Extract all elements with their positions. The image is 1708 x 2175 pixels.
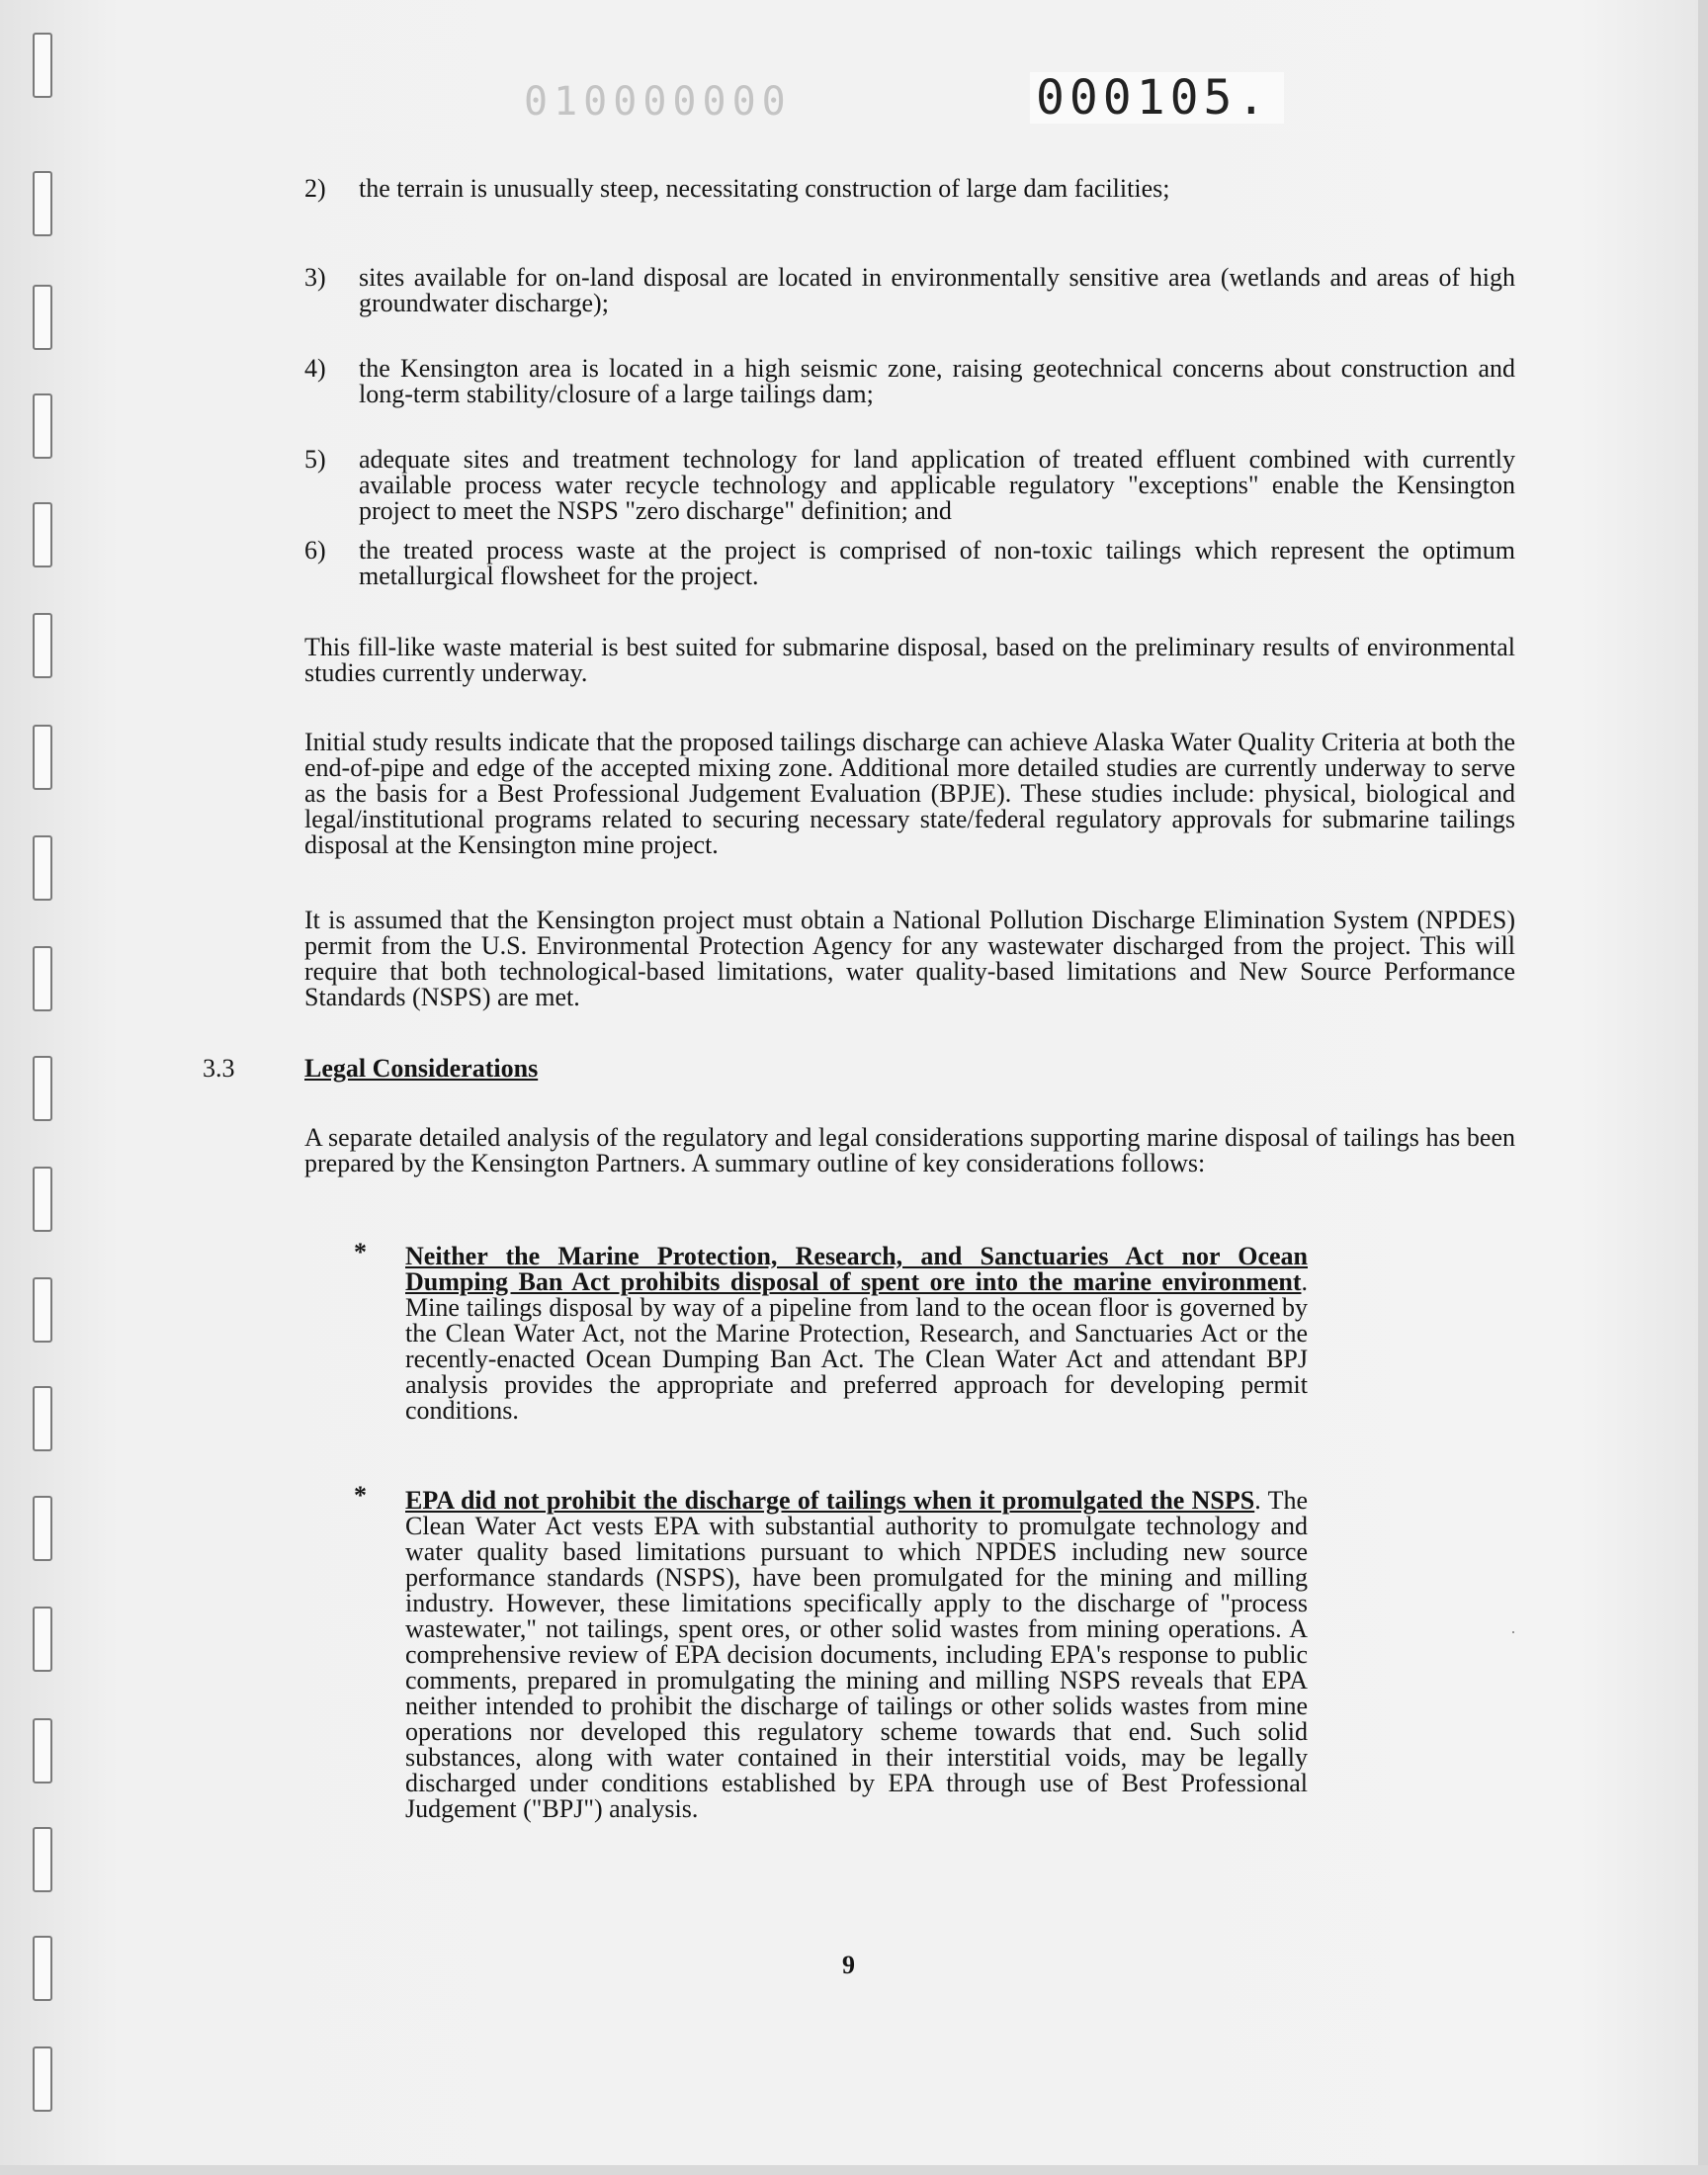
document-stamp-faint: 010000000 bbox=[524, 79, 792, 125]
list-item-number: 6) bbox=[304, 536, 326, 565]
page-number: 9 bbox=[842, 1951, 855, 1979]
page-edge-shadow-bottom bbox=[0, 2165, 1708, 2175]
list-item bbox=[304, 265, 1515, 316]
bullet-marker: * bbox=[354, 1481, 367, 1510]
punch-hole bbox=[33, 285, 52, 350]
punch-hole bbox=[33, 1056, 52, 1121]
section-intro: A separate detailed analysis of the regulatory and legal considerations supporting marine disposal of tailings has been prepared by the Kensington Partners. A summary outline of key considerations follows: bbox=[304, 1123, 1515, 1177]
bullet-item bbox=[405, 1488, 1308, 1822]
section-number: 3.3 bbox=[203, 1054, 235, 1083]
punch-hole bbox=[33, 725, 52, 790]
punch-hole bbox=[33, 1386, 52, 1451]
punch-hole bbox=[33, 2046, 52, 2112]
list-item-text: sites available for on-land disposal are located in environmentally sensitive area (wetlands and areas of high groundwater discharge); bbox=[359, 263, 1515, 317]
list-item-number: 2) bbox=[304, 174, 326, 203]
section-title: Legal Considerations bbox=[304, 1054, 539, 1083]
punch-hole bbox=[33, 946, 52, 1011]
list-item-number: 4) bbox=[304, 354, 326, 383]
list-item-text: the terrain is unusually steep, necessitating construction of large dam facilities; bbox=[359, 174, 1170, 203]
punch-hole bbox=[33, 1718, 52, 1784]
punch-hole bbox=[33, 613, 52, 678]
bullet-body: . Mine tailings disposal by way of a pipeline from land to the ocean floor is governed by the Clean Water Act, not the Marine Protection, Research, and Sanctuaries Act or the recently-enacted Ocean Dumping Ban Act. The Clean Water Act and attendant BPJ analysis provides the appropriate and preferred approach for developing permit conditions. bbox=[405, 1267, 1308, 1425]
punch-hole bbox=[33, 33, 52, 98]
list-item bbox=[304, 447, 1515, 524]
bullet-marker: * bbox=[354, 1238, 367, 1266]
page-edge-shadow bbox=[1698, 0, 1708, 2175]
punch-hole bbox=[33, 502, 52, 567]
body-paragraph: Initial study results indicate that the proposed tailings discharge can achieve Alaska Water Quality Criteria at both the end-of-pipe and edge of the accepted mixing zone. Additional more detailed studies are currently underway to serve as the basis for a Best Professional Judgement Evaluation (BPJE). These studies include: physical, biological and legal/institutional programs related to securing necessary state/federal regulatory approvals for submarine tailings disposal at the Kensington mine project. bbox=[304, 728, 1515, 859]
punch-hole bbox=[33, 1827, 52, 1892]
list-item-text: the treated process waste at the project is comprised of non-toxic tailings which represent the optimum metallurgical flowsheet for the project. bbox=[359, 536, 1515, 590]
punch-hole bbox=[33, 1277, 52, 1343]
punch-hole bbox=[33, 393, 52, 459]
bullet-lead: EPA did not prohibit the discharge of tailings when it promulgated the NSPS bbox=[405, 1486, 1255, 1515]
list-item-text: the Kensington area is located in a high seismic zone, raising geotechnical concerns about construction and long-term stability/closure of a large tailings dam; bbox=[359, 354, 1515, 408]
document-stamp-number: 000105. bbox=[1030, 72, 1284, 124]
punch-hole bbox=[33, 1496, 52, 1561]
punch-hole bbox=[33, 171, 52, 236]
list-item-number: 3) bbox=[304, 263, 326, 292]
list-item-number: 5) bbox=[304, 445, 326, 474]
list-item bbox=[304, 356, 1515, 407]
punch-hole bbox=[33, 1936, 52, 2001]
body-paragraph: It is assumed that the Kensington project must obtain a National Pollution Discharge Elimination System (NPDES) permit from the U.S. Environmental Protection Agency for any wastewater discharged from the project. This will require that both technological-based limitations, water quality-based limitations and New Source Performance Standards (NSPS) are met. bbox=[304, 906, 1515, 1011]
punch-hole bbox=[33, 1607, 52, 1672]
body-paragraph: This fill-like waste material is best suited for submarine disposal, based on the preliminary results of environmental studies currently underway. bbox=[304, 633, 1515, 687]
punch-hole bbox=[33, 1167, 52, 1232]
punch-hole bbox=[33, 835, 52, 901]
list-item bbox=[304, 538, 1515, 589]
list-item-text: adequate sites and treatment technology for land application of treated effluent combined with currently available process water recycle technology and applicable regulatory "exceptions" enable the Kensington project to meet the NSPS "zero discharge" definition; and bbox=[359, 445, 1515, 525]
list-item bbox=[304, 176, 1515, 202]
scan-speck bbox=[1512, 1631, 1514, 1633]
bullet-lead: Neither the Marine Protection, Research, and Sanctuaries Act nor Ocean Dumping Ban Act prohibits disposal of spent ore into the marine environment bbox=[405, 1242, 1308, 1296]
bullet-item bbox=[405, 1244, 1308, 1424]
bullet-body: . The Clean Water Act vests EPA with substantial authority to promulgate technology and water quality based limitations pursuant to which NPDES including new source performance standards (NSPS), have been promulgated for the mining and milling industry. However, these limitations specifically apply to the discharge of "process wastewater," not tailings, spent ores, or other solid wastes from mining operations. A comprehensive review of EPA decision documents, including EPA's response to public comments, prepared in promulgating the mining and milling NSPS reveals that EPA neither intended to prohibit the discharge of tailings or other solids wastes from mine operations nor developed this regulatory scheme towards that end. Such solid substances, along with water contained in their interstitial voids, may be legally discharged under conditions established by EPA through use of Best Professional Judgement ("BPJ") analysis. bbox=[405, 1486, 1309, 1823]
